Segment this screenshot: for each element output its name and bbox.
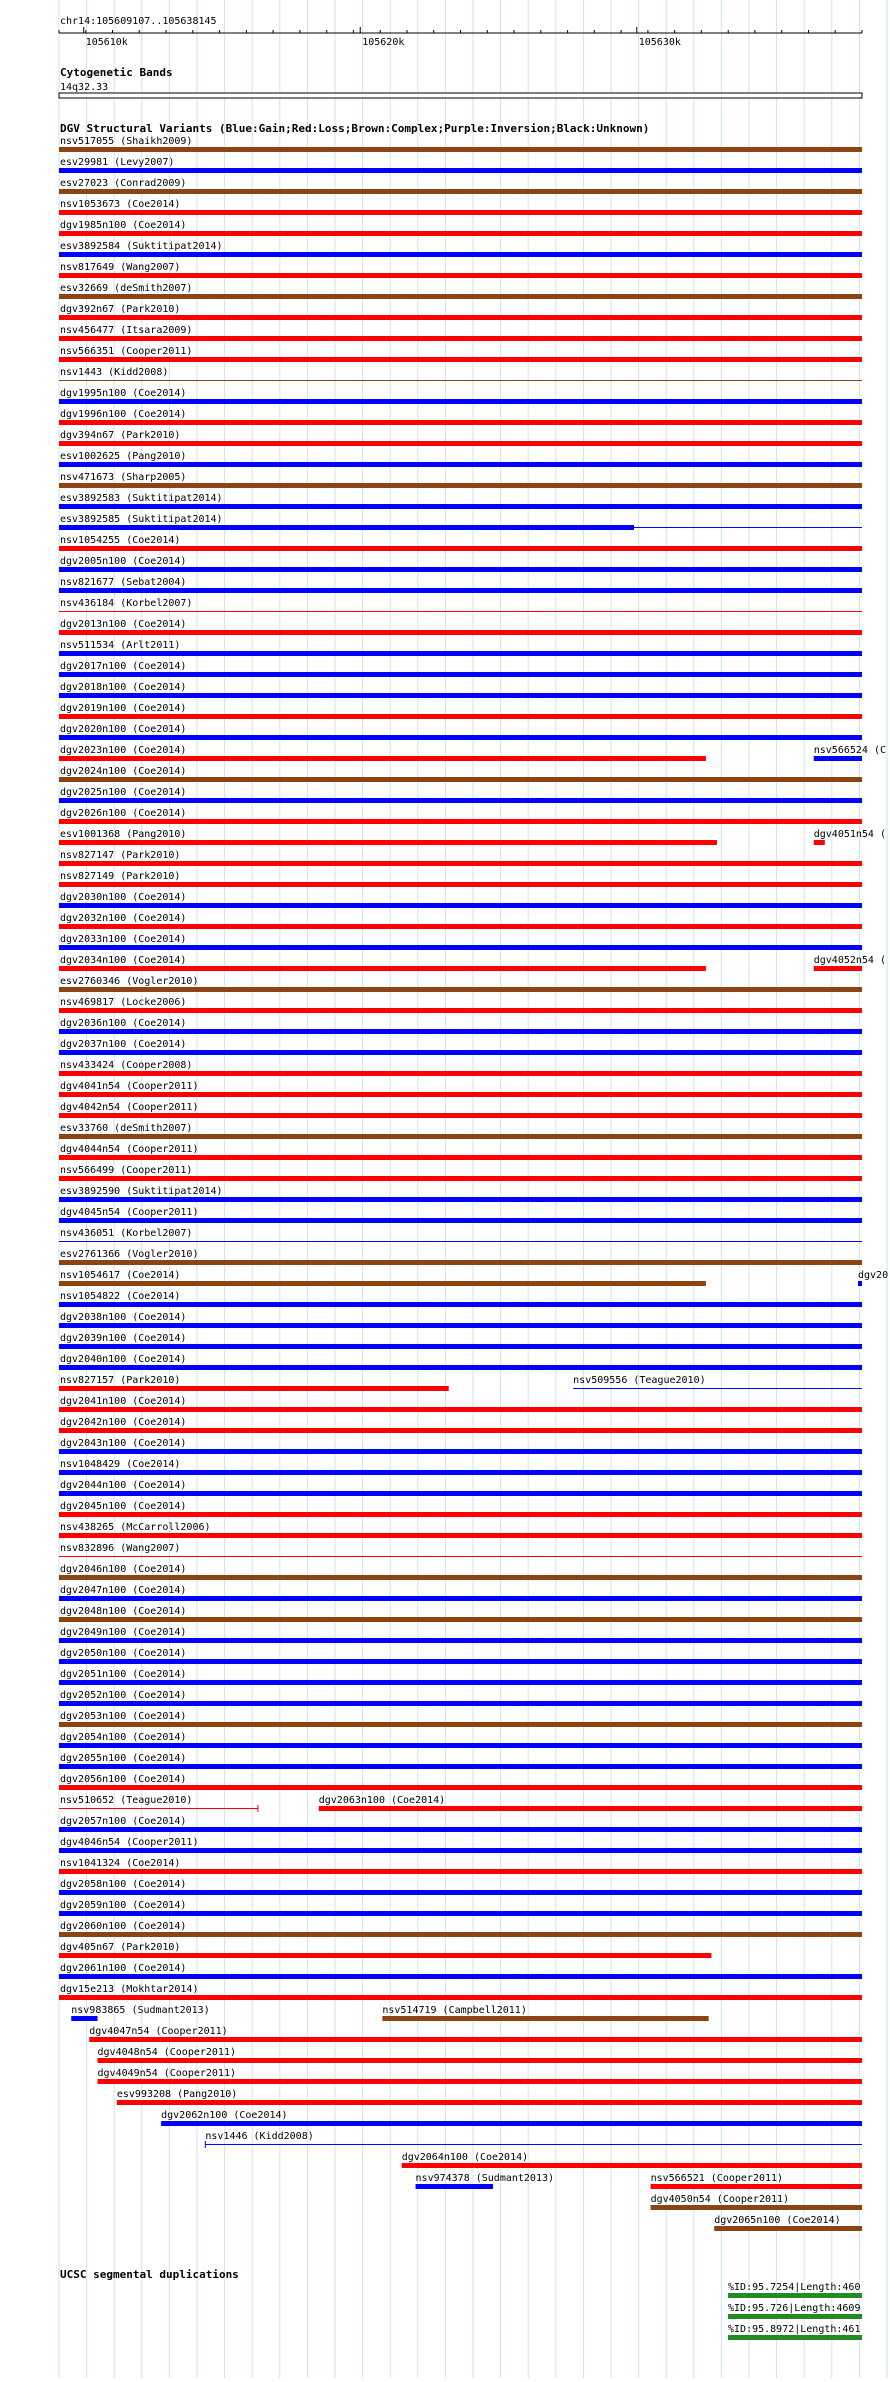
sv-row-label: dgv2043n100 (Coe2014) [60, 1438, 187, 1449]
sv-right-feature-bar [858, 1281, 862, 1286]
sv-row-bar [59, 168, 862, 173]
sv-right-feature-bar [814, 966, 862, 971]
sv-row-label: nsv469817 (Locke2006) [60, 997, 187, 1008]
sv-row-label: dgv2041n100 (Coe2014) [60, 1396, 187, 1407]
sv-row-bar [59, 903, 862, 908]
sv-row-label: dgv2047n100 (Coe2014) [60, 1585, 187, 1596]
sv-row-bar [59, 420, 862, 425]
dgv-title: DGV Structural Variants (Blue:Gain;Red:Loss;Brown:Complex;Purple:Inversion;Black:Unknown) [60, 122, 650, 135]
sv-row-label: dgv2057n100 (Coe2014) [60, 1816, 187, 1827]
sv-row-label: dgv392n67 (Park2010) [60, 304, 181, 315]
sv-row-bar [59, 945, 862, 950]
sv-row-label: dgv2061n100 (Coe2014) [60, 1963, 187, 1974]
sv-row-label: esv33760 (deSmith2007) [60, 1123, 193, 1134]
sv-stacked-feature-bar [161, 2121, 862, 2126]
sv-row-label: nsv1048429 (Coe2014) [60, 1459, 181, 1470]
dgv-track [59, 122, 888, 2231]
sv-row-bar [59, 1176, 862, 1181]
sv-row-bar [59, 252, 862, 257]
sv-row-label: dgv2049n100 (Coe2014) [60, 1627, 187, 1638]
sv-row-label: nsv511534 (Arlt2011) [60, 640, 181, 651]
sv-row-bar [59, 1197, 862, 1202]
sv-row-bar [59, 1680, 862, 1685]
sv-row-label: dgv2036n100 (Coe2014) [60, 1018, 187, 1029]
sv-stacked-feature-label: nsv983865 (Sudmant2013) [71, 2005, 210, 2016]
sv-row-bar [59, 630, 862, 635]
sv-row-bar [59, 1722, 862, 1727]
sv-row-bar [59, 567, 862, 572]
sv-row-label: nsv827157 (Park2010) [60, 1375, 181, 1386]
sv-row-bar [59, 756, 706, 761]
sv-stacked-feature-label: dgv4048n54 (Cooper2011) [97, 2047, 237, 2058]
sv-row-bar [59, 1365, 862, 1370]
sv-stacked-feature-label: dgv4047n54 (Cooper2011) [89, 2026, 228, 2037]
sv-row-label: dgv2023n100 (Coe2014) [60, 745, 187, 756]
sv-row-label: dgv2046n100 (Coe2014) [60, 1564, 187, 1575]
sv-row-bar [59, 1533, 862, 1538]
sv-row-bar [59, 1659, 862, 1664]
sv-row-bar [59, 1617, 862, 1622]
sv-row-bar [59, 1155, 862, 1160]
sv-right-feature-bar [814, 840, 825, 845]
sv-row-label: dgv4046n54 (Cooper2011) [60, 1837, 199, 1848]
sv-row-bar [59, 1911, 862, 1916]
sv-row-label: dgv2025n100 (Coe2014) [60, 787, 187, 798]
sv-row-label: dgv2032n100 (Coe2014) [60, 913, 187, 924]
sv-row-label: dgv2033n100 (Coe2014) [60, 934, 187, 945]
sv-row-bar [59, 672, 862, 677]
sv-row-label: dgv2017n100 (Coe2014) [60, 661, 187, 672]
sv-row-bar [59, 525, 634, 530]
sv-right-feature-label: dgv2063n100 (Coe2014) [318, 1795, 446, 1806]
sv-row-label: nsv1041324 (Coe2014) [60, 1858, 181, 1869]
sv-row-bar [59, 1302, 862, 1307]
sv-row-bar [59, 1848, 862, 1853]
sv-row-label: nsv1054822 (Coe2014) [60, 1291, 181, 1302]
sv-row-bar [59, 1134, 862, 1139]
ruler-tick-label: 105610k [85, 37, 128, 48]
sv-row-bar [59, 1596, 862, 1601]
sv-row-bar [59, 735, 862, 740]
sv-row-label: dgv2044n100 (Coe2014) [60, 1480, 187, 1491]
cytoband-track [59, 66, 862, 98]
sv-row-label: nsv471673 (Sharp2005) [60, 472, 187, 483]
sv-row-label: dgv1995n100 (Coe2014) [60, 388, 187, 399]
sv-row-label: nsv827149 (Park2010) [60, 871, 181, 882]
ruler-tick-label: 105630k [638, 37, 681, 48]
sv-row-label: nsv1054255 (Coe2014) [60, 535, 181, 546]
sv-row-label: nsv566351 (Cooper2011) [60, 346, 193, 357]
sv-row-label: dgv394n67 (Park2010) [60, 430, 181, 441]
sv-row-label: dgv2054n100 (Coe2014) [60, 1732, 187, 1743]
sv-row-label: dgv2005n100 (Coe2014) [60, 556, 187, 567]
sv-stacked-feature-label: dgv2062n100 (Coe2014) [161, 2110, 288, 2121]
sv-stacked-feature-bar [98, 2079, 862, 2084]
sv-right-feature-label: dgv4051n54 ( [813, 829, 886, 840]
sv-row-label: dgv2019n100 (Coe2014) [60, 703, 187, 714]
sv-row-bar [59, 1260, 862, 1265]
sv-row-bar [59, 1386, 449, 1391]
sv-row-label: dgv2018n100 (Coe2014) [60, 682, 187, 693]
sv-row-bar [59, 336, 862, 341]
sv-row-bar [59, 714, 862, 719]
sv-row-label: esv3892585 (Suktitipat2014) [60, 514, 223, 525]
sv-stacked-feature-label: nsv1446 (Kidd2008) [205, 2131, 314, 2142]
sv-row-label: dgv2048n100 (Coe2014) [60, 1606, 187, 1617]
segdup-title: UCSC segmental duplications [60, 2268, 239, 2281]
sv-stacked-feature-bar [117, 2100, 862, 2105]
sv-row-label: esv27023 (Conrad2009) [60, 178, 187, 189]
sv-row-label: dgv2030n100 (Coe2014) [60, 892, 187, 903]
sv-row-bar [59, 651, 862, 656]
sv-row-label: dgv4041n54 (Cooper2011) [60, 1081, 199, 1092]
sv-right-feature-bar [814, 756, 862, 761]
sv-row-bar [59, 1323, 862, 1328]
sv-row-label: dgv2056n100 (Coe2014) [60, 1774, 187, 1785]
sv-row-bar [59, 441, 862, 446]
sv-stacked-feature-label: dgv4049n54 (Cooper2011) [97, 2068, 237, 2079]
sv-row-bar [59, 1743, 862, 1748]
sv-stacked-feature-bar [416, 2184, 493, 2189]
sv-row-bar [59, 1827, 862, 1832]
sv-row-bar [59, 399, 862, 404]
sv-row-bar [59, 987, 862, 992]
sv-row-bar [59, 1932, 862, 1937]
sv-row-label: dgv2034n100 (Coe2014) [60, 955, 187, 966]
sv-row-label: dgv1985n100 (Coe2014) [60, 220, 187, 231]
sv-stacked-feature-bar [651, 2205, 862, 2210]
sv-row-bar [59, 1890, 862, 1895]
sv-row-label: dgv2039n100 (Coe2014) [60, 1333, 187, 1344]
sv-row-label: nsv1054617 (Coe2014) [60, 1270, 181, 1281]
sv-row-bar [59, 546, 862, 551]
sv-row-label: dgv2013n100 (Coe2014) [60, 619, 187, 630]
sv-row-label: nsv1053673 (Coe2014) [60, 199, 181, 210]
segdup-label: %ID:95.7254|Length:460 [728, 2282, 861, 2293]
segdup-bar [728, 2335, 862, 2340]
sv-row-label: nsv817649 (Wang2007) [60, 262, 181, 273]
sv-stacked-feature-label: nsv566521 (Cooper2011) [650, 2173, 784, 2184]
sv-row-bar [59, 1638, 862, 1643]
sv-row-bar [59, 1491, 862, 1496]
sv-row-label: dgv2059n100 (Coe2014) [60, 1900, 187, 1911]
sv-row-label: dgv2038n100 (Coe2014) [60, 1312, 187, 1323]
sv-row-label: nsv1443 (Kidd2008) [60, 367, 169, 378]
sv-row-label: dgv4042n54 (Cooper2011) [60, 1102, 199, 1113]
sv-row-label: dgv2040n100 (Coe2014) [60, 1354, 187, 1365]
sv-row-bar [59, 315, 862, 320]
sv-row-bar [59, 1869, 862, 1874]
sv-row-bar [59, 1050, 862, 1055]
sv-row-label: dgv2042n100 (Coe2014) [60, 1417, 187, 1428]
sv-row-label: esv1002625 (Pang2010) [60, 451, 187, 462]
sv-stacked-feature-label: esv993208 (Pang2010) [116, 2089, 238, 2100]
sv-stacked-feature-bar [89, 2037, 862, 2042]
sv-stacked-feature-label: nsv974378 (Sudmant2013) [415, 2173, 555, 2184]
sv-row-bar [59, 777, 862, 782]
sv-row-bar [59, 1092, 862, 1097]
sv-row-bar [59, 483, 862, 488]
sv-row-label: esv3892590 (Suktitipat2014) [60, 1186, 223, 1197]
sv-row-label: esv2761366 (Vogler2010) [60, 1249, 199, 1260]
sv-row-bar [59, 357, 862, 362]
sv-row-bar [59, 1218, 862, 1223]
sv-row-label: esv3892584 (Suktitipat2014) [60, 241, 223, 252]
sv-row-bar [59, 1512, 862, 1517]
sv-row-bar [59, 1701, 862, 1706]
sv-row-bar [59, 840, 717, 845]
segdup-label: %ID:95.8972|Length:461 [728, 2324, 861, 2335]
sv-row-bar [59, 1449, 862, 1454]
sv-row-label: dgv4045n54 (Cooper2011) [60, 1207, 199, 1218]
sv-row-label: nsv821677 (Sebat2004) [60, 577, 187, 588]
sv-right-feature-label: nsv509556 (Teague2010) [573, 1375, 706, 1386]
sv-row-label: nsv832896 (Wang2007) [60, 1543, 181, 1554]
sv-row-label: dgv4044n54 (Cooper2011) [60, 1144, 199, 1155]
sv-row-bar [59, 1575, 862, 1580]
sv-row-label: nsv827147 (Park2010) [60, 850, 181, 861]
sv-row-bar [59, 1113, 862, 1118]
cytoband-label: 14q32.33 [60, 82, 109, 93]
sv-stacked-feature-label: dgv4050n54 (Cooper2011) [650, 2194, 790, 2205]
sv-row-bar [59, 1470, 862, 1475]
sv-row-bar [59, 882, 862, 887]
sv-row-bar [59, 588, 862, 593]
sv-row-label: nsv566499 (Cooper2011) [60, 1165, 193, 1176]
sv-stacked-feature-bar [402, 2163, 862, 2168]
sv-stacked-feature-bar [98, 2058, 862, 2063]
sv-row-bar [59, 462, 862, 467]
sv-row-label: dgv2026n100 (Coe2014) [60, 808, 187, 819]
sv-row-bar [59, 1953, 711, 1958]
segdup-bar [728, 2293, 862, 2298]
segdup-label: %ID:95.726|Length:4609 [728, 2303, 861, 2314]
sv-right-feature-label: nsv566524 (C [813, 745, 886, 756]
sv-row-bar [59, 231, 862, 236]
sv-row-label: dgv2051n100 (Coe2014) [60, 1669, 187, 1680]
sv-stacked-feature-bar [714, 2226, 862, 2231]
sv-row-bar [59, 189, 862, 194]
sv-row-label: esv2760346 (Vogler2010) [60, 976, 199, 987]
sv-row-label: dgv2024n100 (Coe2014) [60, 766, 187, 777]
sv-right-feature-label: dgv20 [857, 1270, 889, 1281]
cytoband-bar [59, 93, 862, 98]
sv-row-bar [59, 1029, 862, 1034]
sv-row-label: dgv2020n100 (Coe2014) [60, 724, 187, 735]
segdup-bar [728, 2314, 862, 2319]
cytoband-title: Cytogenetic Bands [60, 66, 173, 79]
sv-row-bar [59, 819, 862, 824]
sv-row-label: esv32669 (deSmith2007) [60, 283, 193, 294]
sv-stacked-feature-bar [382, 2016, 708, 2021]
sv-row-bar [59, 1071, 862, 1076]
sv-row-bar [59, 1974, 862, 1979]
sv-stacked-feature-label: dgv2064n100 (Coe2014) [401, 2152, 529, 2163]
sv-row-label: nsv436051 (Korbel2007) [60, 1228, 193, 1239]
sv-stacked-feature-label: nsv514719 (Campbell2011) [382, 2005, 527, 2016]
sv-row-bar [59, 1995, 862, 2000]
sv-row-bar [59, 1008, 862, 1013]
sv-row-label: dgv2060n100 (Coe2014) [60, 1921, 187, 1932]
sv-row-bar [59, 924, 862, 929]
sv-row-label: dgv2045n100 (Coe2014) [60, 1501, 187, 1512]
sv-row-label: dgv2037n100 (Coe2014) [60, 1039, 187, 1050]
sv-row-bar [59, 693, 862, 698]
sv-row-bar [59, 966, 706, 971]
sv-row-bar [59, 861, 862, 866]
sv-row-label: dgv2052n100 (Coe2014) [60, 1690, 187, 1701]
sv-row-bar [59, 273, 862, 278]
sv-row-bar [59, 147, 862, 152]
segdup-track [60, 2268, 862, 2340]
region-label: chr14:105609107..105638145 [60, 16, 217, 27]
sv-row-label: nsv433424 (Cooper2008) [60, 1060, 193, 1071]
sv-row-label: esv3892583 (Suktitipat2014) [60, 493, 223, 504]
sv-row-bar [59, 1344, 862, 1349]
sv-row-bar [59, 1785, 862, 1790]
sv-row-bar [59, 1407, 862, 1412]
ruler [59, 16, 862, 48]
sv-row-label: nsv510652 (Teague2010) [60, 1795, 193, 1806]
sv-row-label: dgv2053n100 (Coe2014) [60, 1711, 187, 1722]
ruler-tick-label: 105620k [362, 37, 405, 48]
sv-stacked-feature-bar [71, 2016, 97, 2021]
sv-row-label: nsv436184 (Korbel2007) [60, 598, 193, 609]
sv-right-feature-bar [319, 1806, 862, 1811]
sv-row-bar [59, 1764, 862, 1769]
sv-row-label: dgv2058n100 (Coe2014) [60, 1879, 187, 1890]
sv-row-bar [59, 504, 862, 509]
sv-row-label: esv1001368 (Pang2010) [60, 829, 187, 840]
sv-row-bar [59, 798, 862, 803]
sv-row-label: dgv1996n100 (Coe2014) [60, 409, 187, 420]
sv-row-label: dgv2050n100 (Coe2014) [60, 1648, 187, 1659]
sv-stacked-feature-bar [651, 2184, 862, 2189]
sv-stacked-feature-label: dgv2065n100 (Coe2014) [714, 2215, 841, 2226]
sv-row-label: esv29981 (Levy2007) [60, 157, 175, 168]
sv-row-bar [59, 1281, 706, 1286]
sv-row-label: dgv2055n100 (Coe2014) [60, 1753, 187, 1764]
sv-row-label: dgv405n67 (Park2010) [60, 1942, 181, 1953]
sv-row-label: nsv456477 (Itsara2009) [60, 325, 193, 336]
sv-row-bar [59, 210, 862, 215]
sv-row-bar [59, 294, 862, 299]
sv-row-label: dgv15e213 (Mokhtar2014) [60, 1984, 199, 1995]
sv-row-label: nsv438265 (McCarroll2006) [60, 1522, 211, 1533]
sv-row-label: nsv517055 (Shaikh2009) [60, 136, 193, 147]
sv-row-bar [59, 1428, 862, 1433]
sv-right-feature-label: dgv4052n54 ( [813, 955, 886, 966]
